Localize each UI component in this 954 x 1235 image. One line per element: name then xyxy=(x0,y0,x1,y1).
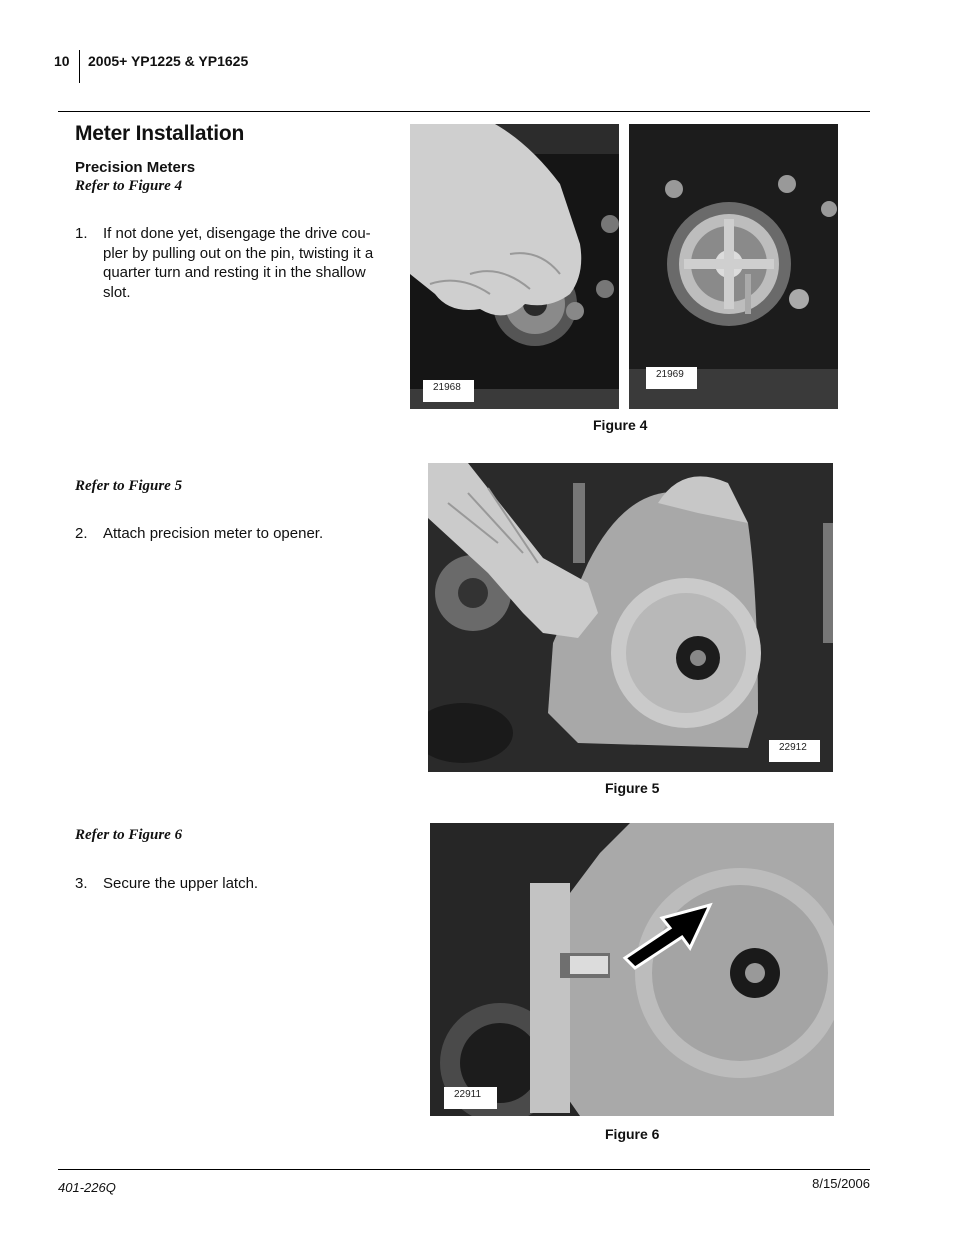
figure-4-caption: Figure 4 xyxy=(593,417,648,433)
photo-id-label: 22912 xyxy=(769,740,820,762)
figure-reference-5: Refer to Figure 5 xyxy=(75,478,183,494)
step-number: 3. xyxy=(75,875,88,892)
photo-id-label: 21968 xyxy=(423,380,474,402)
document-title: 2005+ YP1225 & YP1625 xyxy=(88,53,249,69)
header-divider xyxy=(79,50,80,83)
header-rule xyxy=(58,111,870,112)
footer-rule xyxy=(58,1169,870,1170)
figure-reference-4: Refer to Figure 4 xyxy=(75,178,183,194)
step-2 xyxy=(75,524,395,544)
figure-5-photo-attach-meter xyxy=(428,463,833,772)
figure-6-photo-upper-latch xyxy=(430,823,834,1116)
subsection-title: Precision Meters xyxy=(75,159,196,176)
step-3 xyxy=(75,874,395,894)
section-title: Meter Installation xyxy=(75,122,245,145)
page-number: 10 xyxy=(54,53,70,69)
step-text: Secure the upper latch. xyxy=(103,875,259,892)
document-number: 401-226Q xyxy=(58,1180,116,1195)
step-1 xyxy=(75,224,395,302)
figure-reference-6: Refer to Figure 6 xyxy=(75,827,183,843)
step-text: If not done yet, disengage the drive cou-pler by pulling out on the pin, twisting it a quarter turn and resting it in the shallow slot. xyxy=(103,225,374,301)
figure-5-caption: Figure 5 xyxy=(605,780,660,796)
step-text: Attach precision meter to opener. xyxy=(103,525,324,542)
step-number: 2. xyxy=(75,525,88,542)
step-number: 1. xyxy=(75,225,88,242)
revision-date: 8/15/2006 xyxy=(812,1176,870,1191)
figure-6-caption: Figure 6 xyxy=(605,1126,660,1142)
photo-id-label: 21969 xyxy=(646,367,697,389)
figure-4-photo-hand-on-coupler xyxy=(410,124,619,409)
photo-id-label: 22911 xyxy=(444,1087,497,1109)
